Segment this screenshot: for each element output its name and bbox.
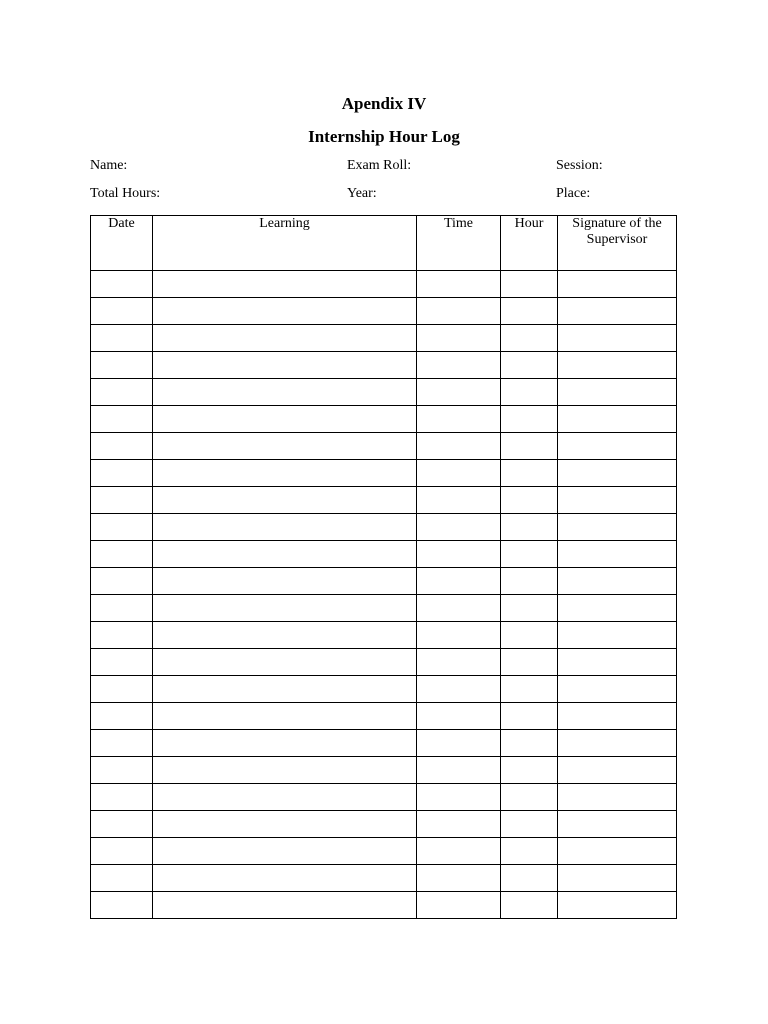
signature-cell <box>558 406 677 433</box>
table-row <box>91 838 677 865</box>
hour-cell <box>501 325 558 352</box>
time-cell <box>417 460 501 487</box>
time-cell <box>417 811 501 838</box>
time-cell <box>417 433 501 460</box>
hour-cell <box>501 460 558 487</box>
time-cell <box>417 352 501 379</box>
learning-cell <box>153 325 417 352</box>
date-cell <box>91 325 153 352</box>
signature-cell <box>558 838 677 865</box>
exam-roll-label: Exam Roll: <box>347 158 412 173</box>
time-cell <box>417 298 501 325</box>
table-row <box>91 703 677 730</box>
column-header-date: Date <box>91 216 153 271</box>
hour-cell <box>501 757 558 784</box>
hour-cell <box>501 811 558 838</box>
signature-cell <box>558 541 677 568</box>
hour-cell <box>501 892 558 919</box>
learning-cell <box>153 487 417 514</box>
hour-cell <box>501 433 558 460</box>
learning-cell <box>153 298 417 325</box>
learning-cell <box>153 676 417 703</box>
signature-cell <box>558 676 677 703</box>
table-row <box>91 298 677 325</box>
signature-cell <box>558 703 677 730</box>
column-header-signature: Signature of the Supervisor <box>558 216 677 271</box>
time-cell <box>417 838 501 865</box>
hour-cell <box>501 865 558 892</box>
time-cell <box>417 541 501 568</box>
hour-cell <box>501 514 558 541</box>
hour-cell <box>501 352 558 379</box>
column-header-time: Time <box>417 216 501 271</box>
date-cell <box>91 379 153 406</box>
date-cell <box>91 811 153 838</box>
date-cell <box>91 406 153 433</box>
page-title: Internship Hour Log <box>308 127 460 146</box>
date-cell <box>91 622 153 649</box>
time-cell <box>417 703 501 730</box>
learning-cell <box>153 406 417 433</box>
time-cell <box>417 757 501 784</box>
year-label: Year: <box>347 186 377 201</box>
time-cell <box>417 271 501 298</box>
learning-cell <box>153 811 417 838</box>
date-cell <box>91 514 153 541</box>
hour-cell <box>501 379 558 406</box>
signature-cell <box>558 649 677 676</box>
date-cell <box>91 757 153 784</box>
date-cell <box>91 865 153 892</box>
date-cell <box>91 460 153 487</box>
date-cell <box>91 298 153 325</box>
signature-cell <box>558 865 677 892</box>
learning-cell <box>153 757 417 784</box>
time-cell <box>417 784 501 811</box>
learning-cell <box>153 784 417 811</box>
date-cell <box>91 703 153 730</box>
learning-cell <box>153 433 417 460</box>
learning-cell <box>153 568 417 595</box>
learning-cell <box>153 541 417 568</box>
hour-cell <box>501 676 558 703</box>
date-cell <box>91 352 153 379</box>
signature-cell <box>558 514 677 541</box>
hour-cell <box>501 730 558 757</box>
table-row <box>91 514 677 541</box>
date-cell <box>91 541 153 568</box>
hour-log-table <box>90 215 677 919</box>
time-cell <box>417 676 501 703</box>
learning-cell <box>153 514 417 541</box>
table-row <box>91 568 677 595</box>
table-row <box>91 271 677 298</box>
place-label: Place: <box>556 186 591 201</box>
time-cell <box>417 595 501 622</box>
learning-cell <box>153 892 417 919</box>
learning-cell <box>153 649 417 676</box>
hour-cell <box>501 784 558 811</box>
learning-cell <box>153 595 417 622</box>
table-row <box>91 892 677 919</box>
time-cell <box>417 622 501 649</box>
signature-cell <box>558 352 677 379</box>
time-cell <box>417 892 501 919</box>
table-row <box>91 595 677 622</box>
signature-cell <box>558 433 677 460</box>
table-row <box>91 487 677 514</box>
time-cell <box>417 406 501 433</box>
hour-cell <box>501 838 558 865</box>
date-cell <box>91 784 153 811</box>
date-cell <box>91 892 153 919</box>
date-cell <box>91 838 153 865</box>
learning-cell <box>153 379 417 406</box>
table-row <box>91 757 677 784</box>
learning-cell <box>153 865 417 892</box>
table-row <box>91 649 677 676</box>
hour-cell <box>501 271 558 298</box>
signature-cell <box>558 892 677 919</box>
date-cell <box>91 568 153 595</box>
signature-cell <box>558 757 677 784</box>
learning-cell <box>153 271 417 298</box>
table-body <box>91 271 677 919</box>
date-cell <box>91 730 153 757</box>
table-row <box>91 406 677 433</box>
signature-cell <box>558 595 677 622</box>
total-hours-label: Total Hours: <box>90 186 161 201</box>
hour-cell <box>501 622 558 649</box>
learning-cell <box>153 352 417 379</box>
hour-cell <box>501 541 558 568</box>
hour-cell <box>501 298 558 325</box>
time-cell <box>417 730 501 757</box>
hour-cell <box>501 703 558 730</box>
date-cell <box>91 595 153 622</box>
time-cell <box>417 568 501 595</box>
learning-cell <box>153 838 417 865</box>
date-cell <box>91 271 153 298</box>
table-row <box>91 784 677 811</box>
time-cell <box>417 649 501 676</box>
signature-cell <box>558 325 677 352</box>
name-label: Name: <box>90 158 128 173</box>
time-cell <box>417 379 501 406</box>
appendix-heading: Apendix IV <box>341 94 427 113</box>
date-cell <box>91 649 153 676</box>
hour-cell <box>501 406 558 433</box>
hour-cell <box>501 568 558 595</box>
table-row <box>91 541 677 568</box>
table-row <box>91 352 677 379</box>
learning-cell <box>153 460 417 487</box>
table-row <box>91 730 677 757</box>
date-cell <box>91 433 153 460</box>
date-cell <box>91 487 153 514</box>
column-header-hour: Hour <box>501 216 558 271</box>
table-header-row <box>91 216 677 271</box>
time-cell <box>417 865 501 892</box>
time-cell <box>417 514 501 541</box>
signature-cell <box>558 379 677 406</box>
signature-cell <box>558 730 677 757</box>
table-row <box>91 811 677 838</box>
table-row <box>91 379 677 406</box>
signature-cell <box>558 271 677 298</box>
signature-cell <box>558 568 677 595</box>
table-row <box>91 433 677 460</box>
learning-cell <box>153 730 417 757</box>
table-row <box>91 865 677 892</box>
session-label: Session: <box>556 158 603 173</box>
hour-cell <box>501 595 558 622</box>
signature-cell <box>558 298 677 325</box>
signature-cell <box>558 811 677 838</box>
time-cell <box>417 487 501 514</box>
signature-cell <box>558 622 677 649</box>
learning-cell <box>153 622 417 649</box>
time-cell <box>417 325 501 352</box>
signature-cell <box>558 460 677 487</box>
table-row <box>91 460 677 487</box>
table-row <box>91 676 677 703</box>
column-header-learning: Learning <box>153 216 417 271</box>
signature-cell <box>558 784 677 811</box>
table-row <box>91 325 677 352</box>
hour-cell <box>501 487 558 514</box>
hour-cell <box>501 649 558 676</box>
table-row <box>91 622 677 649</box>
signature-cell <box>558 487 677 514</box>
learning-cell <box>153 703 417 730</box>
date-cell <box>91 676 153 703</box>
